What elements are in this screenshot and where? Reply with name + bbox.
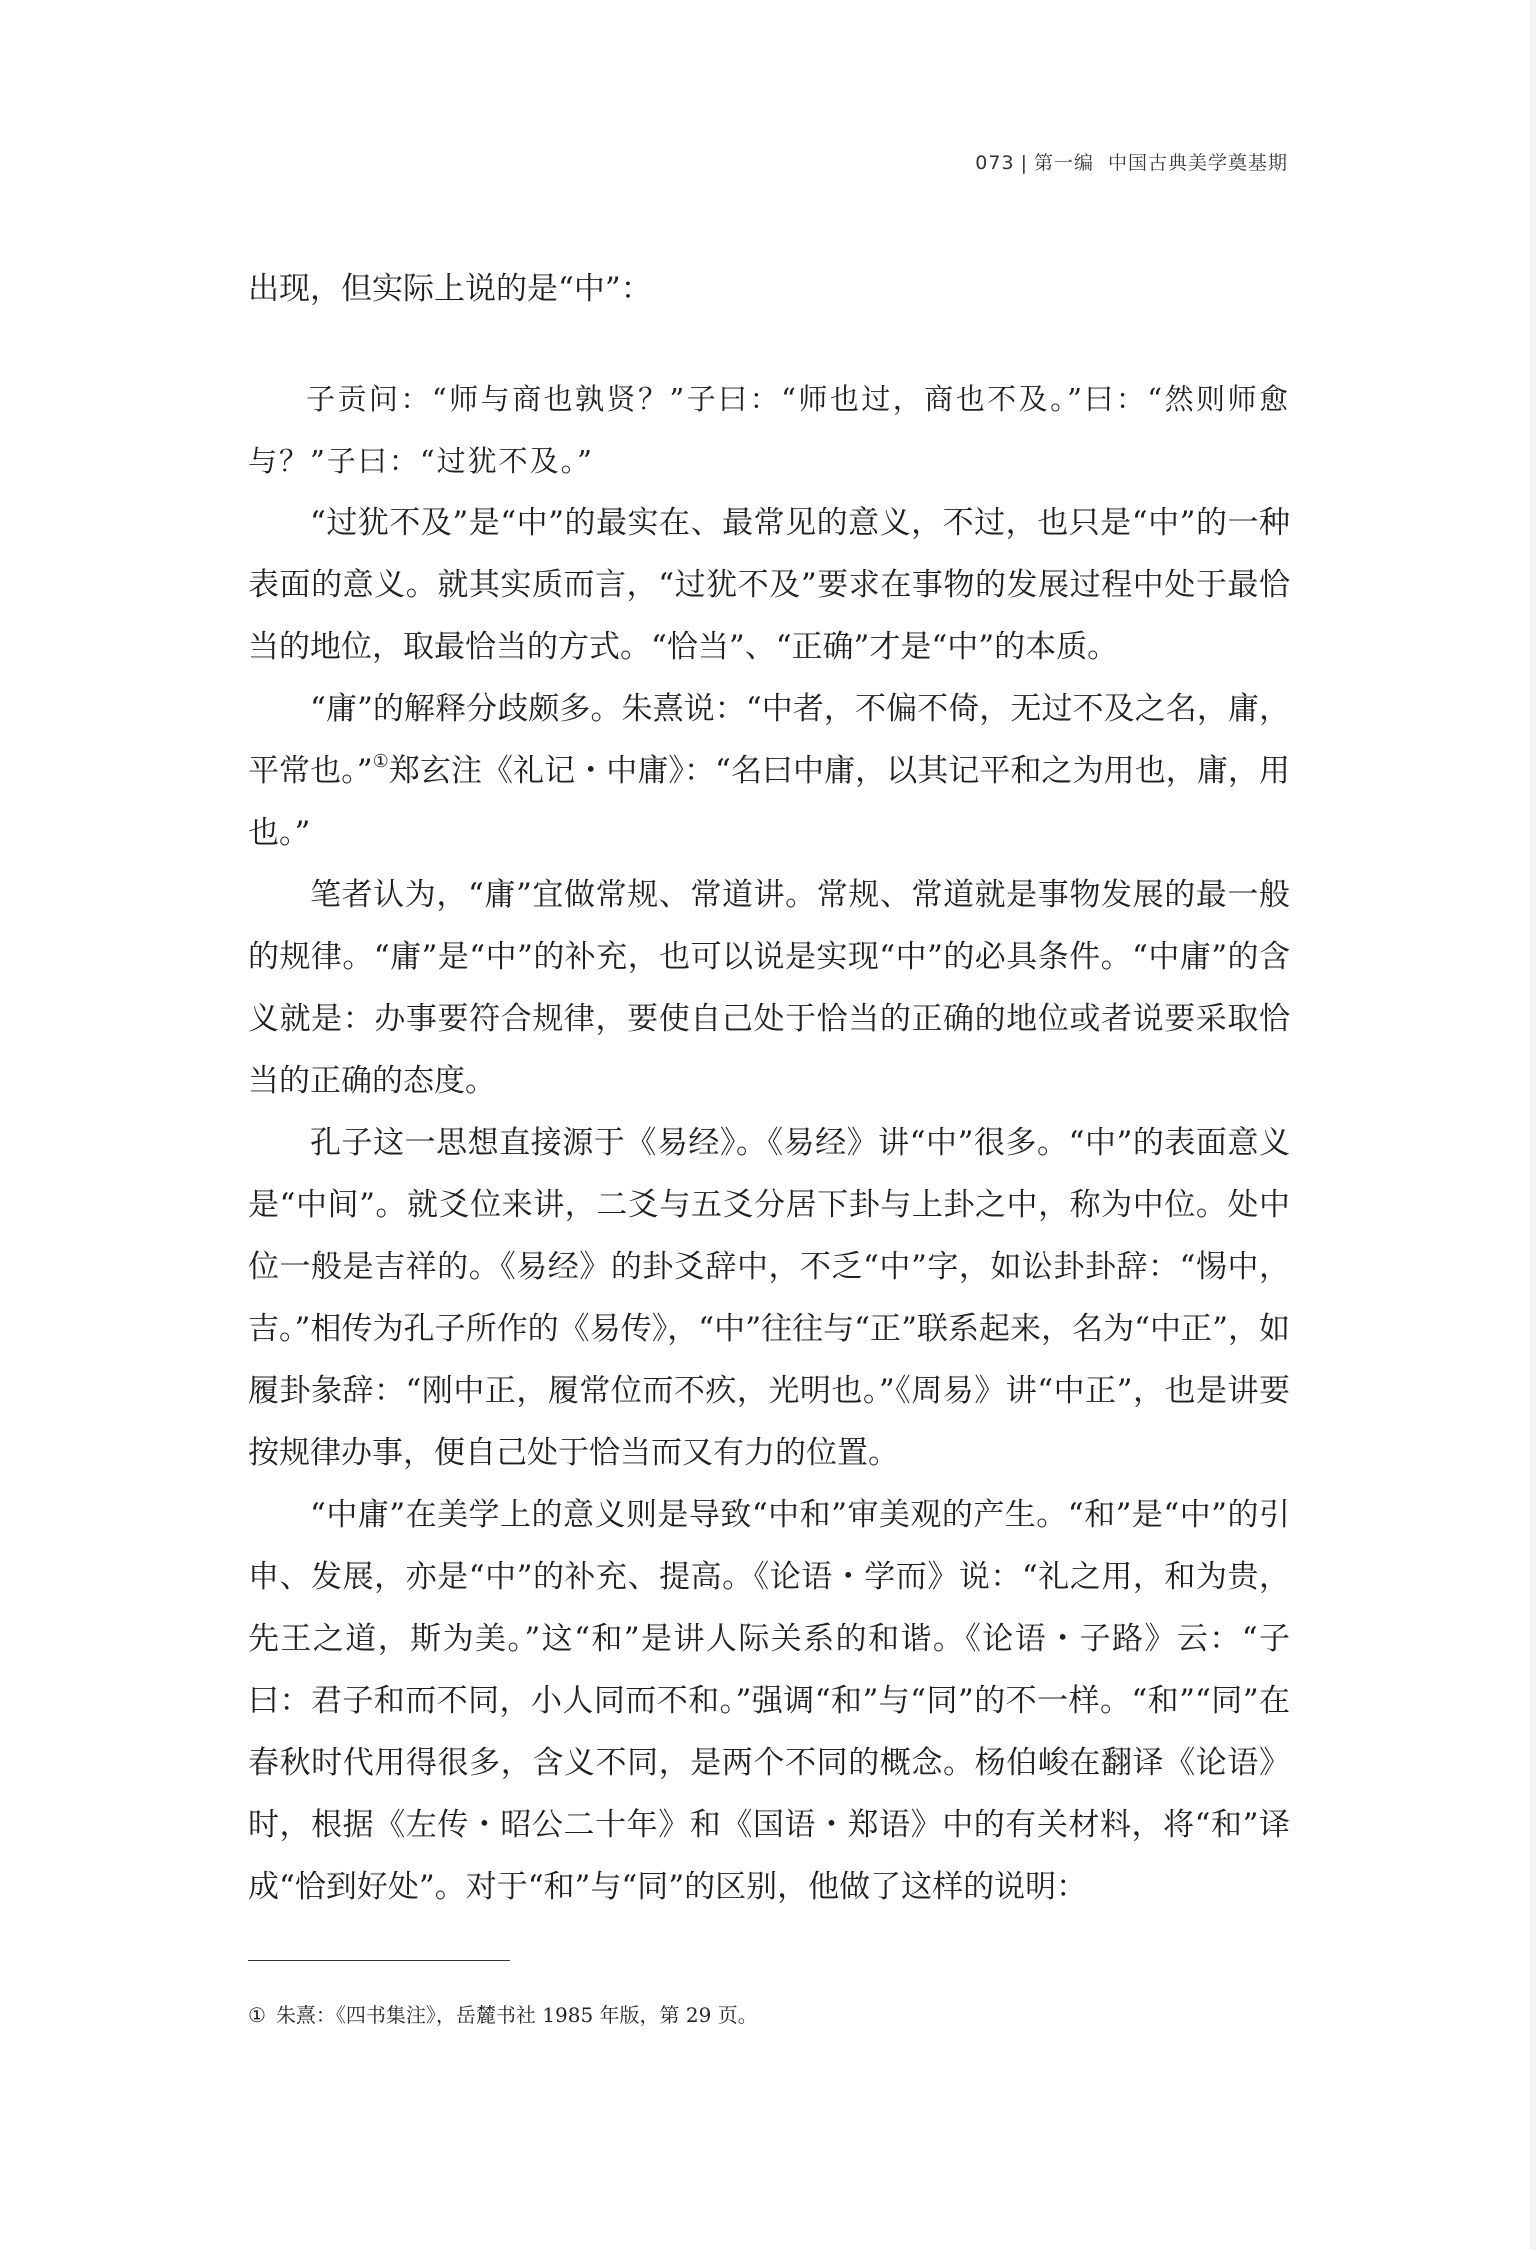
- part-label: 第一编: [1033, 152, 1094, 174]
- paragraph-4: 孔子这一思想直接源于《易经》。《易经》讲“中”很多。“中”的表面意义是“中间”。就爻位来讲，二爻与五爻分居下卦与上卦之中，称为中位。处中位一般是吉祥的。《易经》的卦爻辞中，不乏“中”字，如讼卦卦辞：“惕中，吉。”相传为孔子所作的《易传》，“中”往往与“正”联系起来，名为“中正”，如履卦彖辞：“刚中正，履常位而不疚，光明也。”《周易》讲“中正”，也是讲要按规律办事，便自己处于恰当而又有力的位置。: [248, 1125, 1290, 1471]
- lead-paragraph: 出现，但实际上说的是“中”：: [248, 271, 652, 307]
- block-quote: 子贡问：“师与商也孰贤？”子曰：“师也过，商也不及。”曰：“然则师愈与？”子曰：“过犹不及。”: [248, 382, 1290, 478]
- running-header: [975, 148, 1288, 175]
- footnote-reference[interactable]: ①: [372, 751, 389, 772]
- footnote-text: 朱熹：《四书集注》，岳麓书社 1985 年版，第 29 页。: [275, 2003, 758, 2027]
- paragraph-2: [248, 678, 1290, 864]
- book-section-title: 中国古典美学奠基期: [1107, 152, 1288, 174]
- main-text: [248, 258, 1290, 1918]
- footnote-rule: [248, 1960, 510, 1961]
- page-edge: [1530, 0, 1536, 2250]
- footnote-mark: ①: [248, 2003, 266, 2027]
- footnote: [248, 2000, 758, 2030]
- paragraph-3: 笔者认为，“庸”宜做常规、常道讲。常规、常道就是事物发展的最一般的规律。“庸”是“中”的补充，也可以说是实现“中”的必具条件。“中庸”的含义就是：办事要符合规律，要使自己处于恰当的正确的地位或者说要采取恰当的正确的态度。: [248, 877, 1290, 1099]
- paragraph-1: “过犹不及”是“中”的最实在、最常见的意义，不过，也只是“中”的一种表面的意义。就其实质而言，“过犹不及”要求在事物的发展过程中处于最恰当的地位，取最恰当的方式。“恰当”、“正确”才是“中”的本质。: [248, 505, 1290, 665]
- page-number: 073: [975, 152, 1015, 174]
- paragraph-5: “中庸”在美学上的意义则是导致“中和”审美观的产生。“和”是“中”的引申、发展，亦是“中”的补充、提高。《论语・学而》说：“礼之用，和为贵，先王之道，斯为美。”这“和”是讲人际关系的和谐。《论语・子路》云：“子曰：君子和而不同，小人同而不和。”强调“和”与“同”的不一样。“和”“同”在春秋时代用得很多，含义不同，是两个不同的概念。杨伯峻在翻译《论语》时，根据《左传・昭公二十年》和《国语・郑语》中的有关材料，将“和”译成“恰到好处”。对于“和”与“同”的区别，他做了这样的说明：: [248, 1497, 1290, 1905]
- header-separator: |: [1020, 152, 1028, 174]
- paragraph-2-part-2: 郑玄注《礼记・中庸》：“名曰中庸，以其记平和之为用也，庸，用也。”: [248, 753, 1290, 851]
- paragraph-2-part-1: “庸”的解释分歧颇多。朱熹说：“中者，不偏不倚，无过不及之名，庸，平常也。”: [248, 691, 1290, 789]
